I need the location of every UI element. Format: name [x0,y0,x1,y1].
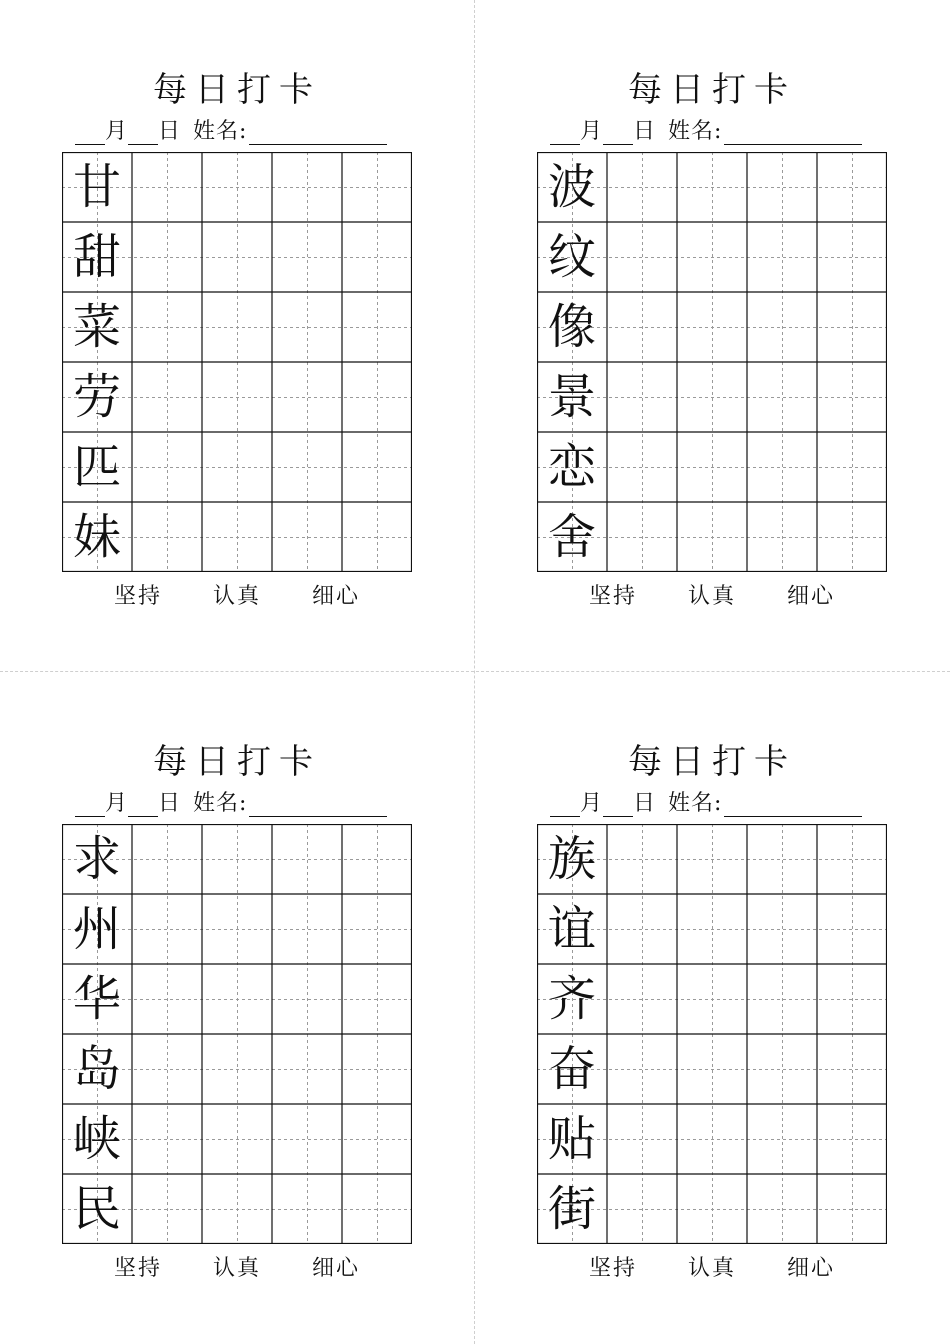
day-blank[interactable] [603,122,633,145]
writing-grid [62,152,412,572]
month-label: 月 [580,119,604,144]
model-character: 求 [72,831,121,887]
date-name-line [550,115,890,145]
motto-word: 细心 [787,1256,836,1281]
model-character: 奋 [547,1041,596,1097]
date-name-line [550,787,890,817]
model-character: 齐 [547,971,596,1027]
model-character: 景 [547,369,596,425]
model-character: 民 [72,1181,121,1237]
motto [0,1254,474,1284]
day-label: 日 [633,119,657,144]
model-character: 匹 [72,439,121,495]
card-title: 每日打卡 [153,70,321,110]
card-title: 每日打卡 [153,742,321,782]
name-blank[interactable] [724,122,862,145]
practice-card [0,0,474,672]
writing-grid [537,152,887,572]
card-title: 每日打卡 [628,70,796,110]
model-character: 峡 [72,1111,121,1167]
writing-grid [537,824,887,1244]
motto-word: 认真 [212,584,261,609]
name-label: 姓名: [193,791,248,816]
model-character: 岛 [72,1041,121,1097]
practice-card [475,672,949,1344]
name-label: 姓名: [193,119,248,144]
month-blank[interactable] [75,122,105,145]
date-name-line [75,787,415,817]
model-character: 恋 [547,439,596,495]
writing-grid [62,824,412,1244]
month-label: 月 [105,119,129,144]
model-character: 族 [547,831,596,887]
motto [0,582,474,612]
card-title: 每日打卡 [628,742,796,782]
model-character: 华 [72,971,121,1027]
model-character: 波 [547,159,596,215]
name-blank[interactable] [249,122,387,145]
day-blank[interactable] [128,794,158,817]
day-label: 日 [633,791,657,816]
model-character: 纹 [547,229,596,285]
model-character: 菜 [72,299,121,355]
day-blank[interactable] [603,794,633,817]
motto-word: 认真 [212,1256,261,1281]
name-blank[interactable] [724,794,862,817]
motto-word: 认真 [687,584,736,609]
model-character: 甘 [72,159,121,215]
motto-word: 坚持 [588,584,637,609]
day-label: 日 [158,119,182,144]
model-character: 州 [72,901,121,957]
motto-word: 细心 [312,584,361,609]
model-character: 劳 [72,369,121,425]
name-label: 姓名: [668,119,723,144]
day-blank[interactable] [128,122,158,145]
name-label: 姓名: [668,791,723,816]
model-character: 谊 [547,901,596,957]
date-name-line [75,115,415,145]
name-blank[interactable] [249,794,387,817]
model-character: 贴 [547,1111,596,1167]
motto [475,1254,949,1284]
motto-word: 细心 [787,584,836,609]
month-blank[interactable] [550,794,580,817]
month-label: 月 [105,791,129,816]
motto-word: 坚持 [588,1256,637,1281]
model-character: 街 [547,1181,596,1237]
motto-word: 坚持 [113,584,162,609]
model-character: 妹 [72,509,121,565]
month-label: 月 [580,791,604,816]
practice-card [0,672,474,1344]
model-character: 像 [547,299,596,355]
motto-word: 坚持 [113,1256,162,1281]
day-label: 日 [158,791,182,816]
month-blank[interactable] [550,122,580,145]
motto-word: 细心 [312,1256,361,1281]
motto-word: 认真 [687,1256,736,1281]
model-character: 甜 [72,229,121,285]
practice-card [475,0,949,672]
month-blank[interactable] [75,794,105,817]
motto [475,582,949,612]
model-character: 舍 [547,509,596,565]
